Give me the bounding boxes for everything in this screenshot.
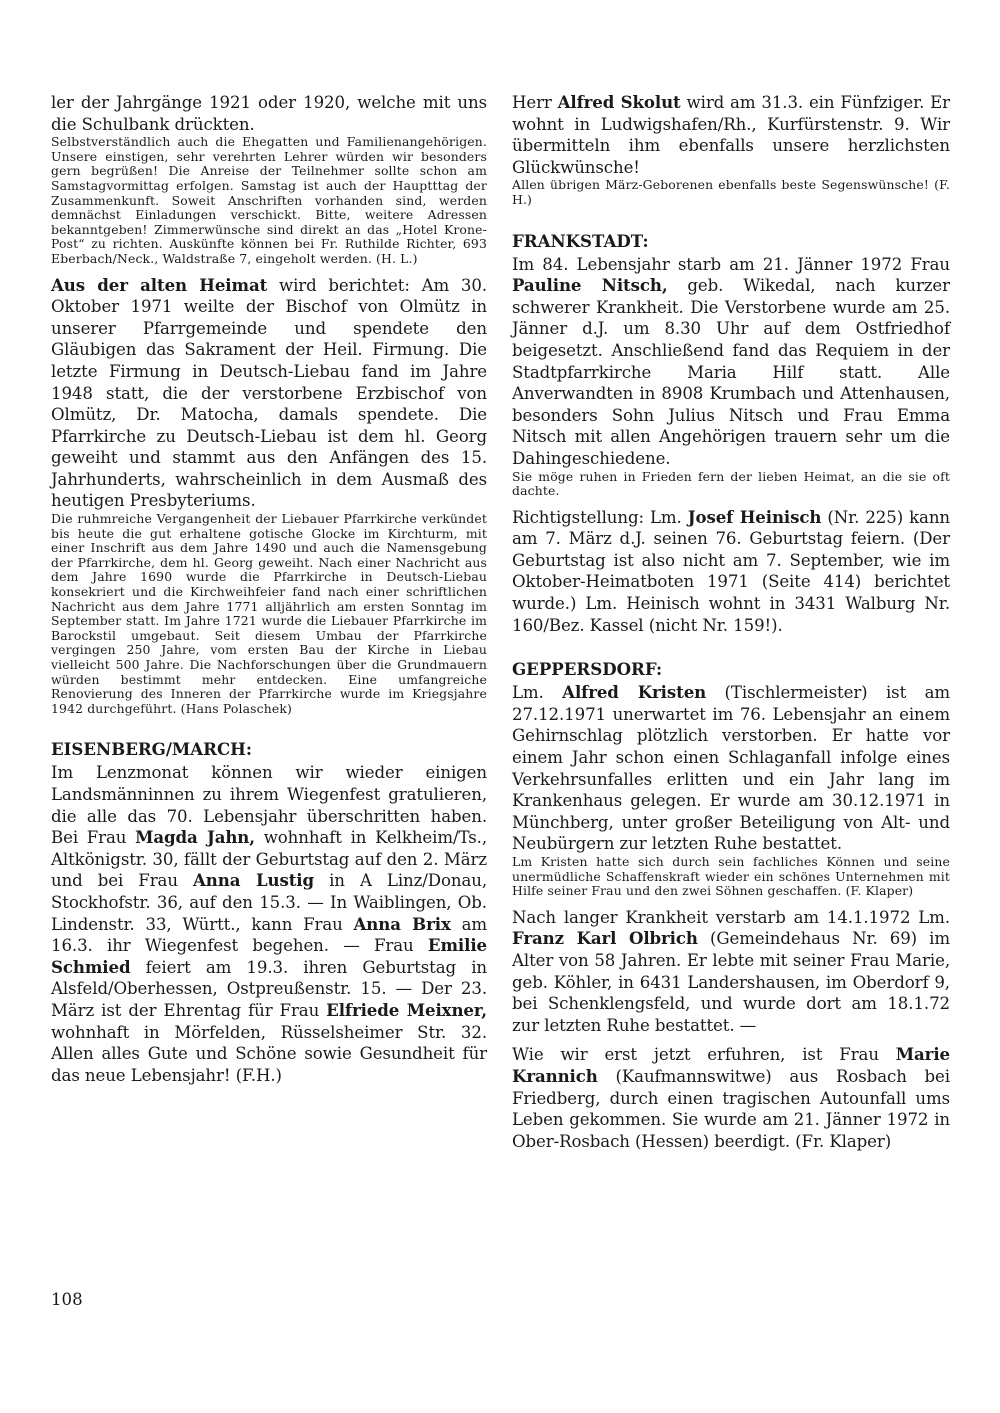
page-number: 108 (51, 1290, 83, 1309)
bold-name: Emilie Schmied (51, 935, 487, 977)
text-run: Wie wir erst jetzt erfuhren, ist Frau (512, 1045, 896, 1065)
left-column (51, 92, 487, 1086)
bold-name: Elfriede Meixner, (326, 999, 487, 1020)
bold-name: Marie Krannich (512, 1044, 950, 1086)
text-run: Lm Kristen hatte sich durch sein fachliches Können und seine unermüdliche Schaffenskraft wieder ein schönes Unternehmen mit Hilfe seiner Frau und den zwei Söhnen geschaffen. (F. Klaper) (512, 854, 950, 899)
section-heading (512, 230, 950, 252)
bold-name: Alfred Kristen (562, 682, 707, 703)
text-run: geb. Wikedal, nach kurzer schwerer Krankheit. Die Verstorbene wurde am 25. Jänner d.J. um 8.30 Uhr auf dem Ostfriedhof beigesetzt. Anschließend fand das Requiem in der Stadtpfarrkirche Maria Hilf statt. Alle Anverwandten in 8908 Krumbach und Attenhausen, besonders Sohn Julius Nitsch und Frau Emma Nitsch mit allen Angehörigen trauern sehr um die Dahingeschiedene. (512, 276, 950, 468)
text-run: Im Lenzmonat können wir wieder einigen Landsmänninnen zu ihrem Wiegenfest gratulieren, die alle das 70. Lebensjahr überschritten haben. Bei Frau (51, 763, 487, 848)
paragraph (512, 507, 950, 637)
bold-name: Magda Jahn, (135, 827, 255, 848)
section-heading (51, 738, 487, 760)
text-run: Herr (512, 93, 558, 112)
text-run: Selbstverständlich auch die Ehegatten und Familienangehörigen. Unsere einstigen, sehr verehrten Lehrer würden wir besonders gern begrüßen! Die Anreise der Teilnehmer sollte schon am Samstagvormittag erfolgen. Samstag ist auch der Hauptttag der Zusammenkunft. Soweit Anschriften vorhanden sind, werden demnächst Einladungen verschickt. Bitte, weitere Adressen bekanntgeben! Zimmerwünsche sind direkt an das „Hotel Krone-Post“ zu richten. Auskünfte können bei Fr. Ruthilde Richter, 693 Eberbach/Neck., Waldstraße 7, eingeholt werden. (H. L.) (51, 134, 487, 266)
small-print-paragraph (51, 135, 487, 266)
paragraph (512, 92, 950, 178)
text-run: am 16.3. ihr Wiegenfest begehen. — Frau (51, 914, 487, 956)
small-print-paragraph (512, 178, 950, 207)
paragraph (512, 1044, 950, 1152)
paragraph (512, 682, 950, 855)
text-run: Lm. (512, 683, 563, 703)
bold-name: Franz Karl Olbrich (512, 928, 698, 949)
text-run: FRANKSTADT: (512, 230, 649, 251)
bold-name: Pauline Nitsch, (512, 275, 668, 296)
text-run: ler der Jahrgänge 1921 oder 1920, welche mit uns die Schulbank drückten. (51, 93, 487, 134)
right-column (512, 92, 950, 1152)
text-run: Allen übrigen März-Geborenen ebenfalls beste Segenswünsche! (F. H.) (512, 177, 950, 207)
paragraph (51, 92, 487, 135)
section-heading (512, 658, 950, 680)
text-run: wird berichtet: Am 30. Oktober 1971 weilte der Bischof von Olmütz in unserer Pfarrgemeinde und spendete den Gläubigen das Sakrament der Heil. Firmung. Die letzte Firmung in Deutsch-Liebau fand im Jahre 1948 statt, die der verstorbene Erzbischof von Olmütz, Dr. Matocha, damals spendete. Die Pfarrkirche zu Deutsch-Liebau ist dem hl. Georg geweiht und stammt aus den Anfängen des 15. Jahrhunderts, wahrscheinlich in dem Ausmaß des heutigen Presbyteriums. (51, 275, 487, 511)
small-print-paragraph (512, 470, 950, 499)
text-run: (Nr. 225) kann am 7. März d.J. seinen 76. Geburtstag feiern. (Der Geburtstag ist also nicht am 7. September, wie im Oktober-Heimatboten 1971 (Seite 414) berichtet wurde.) Lm. Heinisch wohnt in 3431 Walburg Nr. 160/Bez. Kassel (nicht Nr. 159!). (512, 507, 950, 635)
text-run: Sie möge ruhen in Frieden fern der lieben Heimat, an die sie oft dachte. (512, 468, 950, 499)
text-run: (Kaufmannswitwe) aus Rosbach bei Friedberg, durch einen tragischen Autounfall ums Leben gekommen. Sie wurde am 21. Jänner 1972 in Ober-Rosbach (Hessen) beerdigt. (Fr. Klaper) (512, 1066, 950, 1151)
text-run: (Gemeindehaus Nr. 69) im Alter von 58 Jahren. Er lebte mit seiner Frau Marie, geb. Köhler, in 6431 Landershausen, im Oberdorf 9, bei Schenklengsfeld, und wurde dort am 18.1.72 zur letzten Ruhe bestattet. — (512, 929, 950, 1035)
bold-name: Anna Lustig (193, 870, 314, 891)
text-run: wohnhaft in Mörfelden, Rüsselsheimer Str. 32. Allen alles Gute und Schöne sowie Gesundheit für das neue Lebensjahr! (F.H.) (51, 1022, 487, 1085)
text-run: GEPPERSDORF: (512, 659, 663, 680)
text-run: in A Linz/Donau, Stockhofstr. 36, auf den 15.3. — In Waiblingen, Ob. Lindenstr. 33, Württ., kann Frau (51, 871, 487, 934)
text-run: Im 84. Lebensjahr starb am 21. Jänner 1972 Frau (512, 254, 950, 274)
text-run: EISENBERG/MARCH: (51, 739, 252, 760)
text-run: (Tischlermeister) ist am 27.12.1971 unerwartet im 76. Lebensjahr an einem Gehirnschlag plötzlich verstorben. Er hatte vor einem Jahr schon einen Schlaganfall infolge eines Verkehrsunfalles erlitten und ein Jahr lang im Krankenhaus gelegen. Er wurde am 30.12.1971 in Münchberg, unter großer Beteiligung von Alt- und Neubürgern zur letzten Ruhe bestattet. (512, 683, 951, 854)
bold-name: Aus der alten Heimat (51, 274, 268, 295)
small-print-paragraph (512, 855, 950, 899)
paragraph (51, 762, 487, 1086)
bold-name: Alfred Skolut (557, 92, 681, 112)
paragraph (512, 907, 950, 1037)
text-run: feiert am 19.3. ihren Geburtstag in Alsfeld/Oberhessen, Ostpreußenstr. 15. — Der 23. März ist der Ehrentag für Frau (51, 957, 487, 1020)
small-print-paragraph (51, 512, 487, 716)
paragraph (512, 254, 950, 470)
text-run: wohnhaft in Kelkheim/Ts., Altkönigstr. 30, fällt der Geburtstag auf den 2. März und bei Frau (51, 828, 488, 891)
text-run: Nach langer Krankheit verstarb am 14.1.1972 Lm. (512, 907, 950, 927)
text-run: Richtigstellung: Lm. (512, 507, 688, 527)
bold-name: Josef Heinisch (687, 506, 822, 527)
bold-name: Anna Brix (353, 913, 451, 934)
paragraph (51, 275, 487, 513)
text-run: wird am 31.3. ein Fünfziger. Er wohnt in Ludwigshafen/Rh., Kurfürstenstr. 9. Wir übermitteln ihm ebenfalls unsere herzlichsten Glückwünsche! (512, 93, 950, 177)
text-run: Die ruhmreiche Vergangenheit der Liebauer Pfarrkirche verkündet bis heute die gut erhaltene gotische Glocke im Kirchturm, mit einer Inschrift aus dem Jahre 1490 und auch die Namensgebung der Pfarrkirche, dem hl. Georg geweiht. Nach einer Nachricht aus dem Jahre 1690 wurde die Pfarrkirche in Deutsch-Liebau konsekriert und die Kirchweihfeier fand nach einer schriftlichen Nachricht aus dem Jahre 1771 alljährlich am ersten Sonntag im September statt. Im Jahre 1721 wurde die Liebauer Pfarrkirche im Barockstil umgebaut. Seit diesem Umbau der Pfarrkirche vergingen 250 Jahre, vom ersten Bau der Kirche in Liebau vielleicht 500 Jahre. Die Nachforschungen über die Grundmauern würden bestimmt mehr entdecken. Eine umfangreiche Renovierung des Inneren der Pfarrkirche wurde im Kriegsjahre 1942 durchgeführt. (Hans Polaschek) (51, 511, 487, 716)
